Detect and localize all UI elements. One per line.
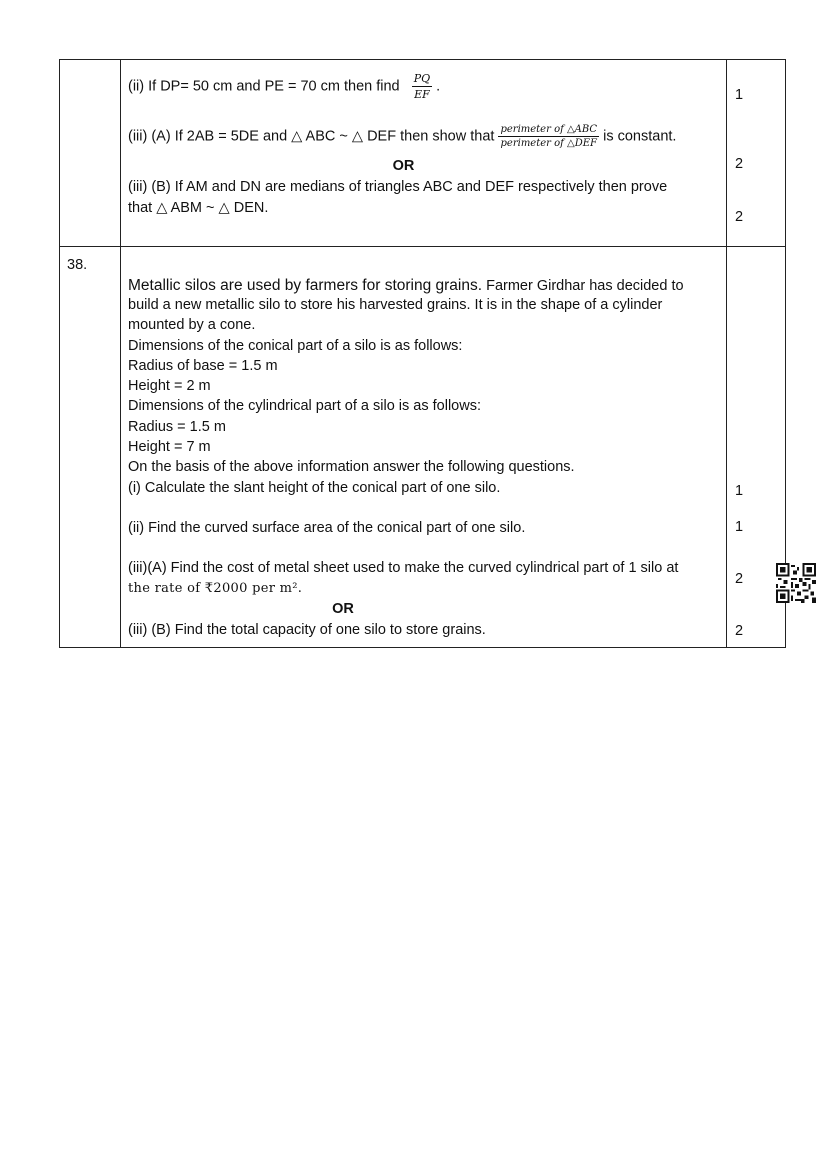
q38-line: Radius = 1.5 m — [128, 419, 226, 435]
q37-part-ii-text: (ii) If DP= 50 cm and PE = 70 cm then find — [128, 78, 400, 95]
q37-part-iii-a-end: is constant. — [603, 128, 677, 145]
q38-intro-lead: Metallic silos are used by farmers for storing grains. — [128, 277, 483, 294]
q37-part-iii-b-line1: (iii) (B) If AM and DN are medians of triangles ABC and DEF respectively then prove — [128, 179, 668, 195]
q37-part-ii — [128, 72, 440, 101]
q38-part-iii-b: (iii) (B) Find the total capacity of one silo to store grains. — [128, 622, 486, 638]
perimeter-ratio-fraction — [498, 124, 599, 149]
q38-intro — [128, 277, 684, 295]
question-text-cell — [121, 60, 727, 247]
q38-line: Dimensions of the conical part of a silo is as follows: — [128, 338, 463, 354]
question-number: 38. — [67, 257, 88, 273]
q38-line: Height = 7 m — [128, 439, 211, 455]
q38-line: mounted by a cone. — [128, 317, 256, 333]
q37-part-iii-a-text: (iii) (A) If 2AB = 5DE and △ ABC ~ △ DEF then show that — [128, 128, 495, 145]
pq-over-ef-fraction — [412, 72, 432, 101]
mark-value: 2 — [734, 209, 744, 225]
q38-line: Dimensions of the cylindrical part of a silo is as follows: — [128, 398, 481, 414]
qr-code-icon — [776, 563, 816, 603]
q38-part-ii: (ii) Find the curved surface area of the conical part of one silo. — [128, 520, 526, 536]
q38-part-iii-a-line1: (iii)(A) Find the cost of metal sheet used to make the curved cylindrical part of 1 silo at — [128, 560, 679, 576]
fraction-denominator: EF — [414, 88, 430, 101]
or-separator: OR — [332, 601, 354, 617]
q38-part-iii-a-line2: the rate of ₹2000 per m². — [128, 581, 303, 596]
mark-value: 1 — [734, 483, 744, 499]
mark-value: 1 — [734, 87, 744, 103]
question-table — [59, 59, 786, 648]
mark-value: 2 — [734, 623, 744, 639]
q38-line: On the basis of the above information answer the following questions. — [128, 459, 575, 475]
mark-value: 1 — [734, 519, 744, 535]
q38-line: Height = 2 m — [128, 378, 211, 394]
q38-line: build a new metallic silo to store his harvested grains. It is in the shape of a cylinder — [128, 297, 663, 313]
q38-intro-rest: Farmer Girdhar has decided to — [486, 278, 684, 294]
marks-cell — [727, 60, 786, 247]
q37-part-iii-b-line2: that △ ABM ~ △ DEN. — [128, 200, 269, 216]
mark-value: 2 — [734, 571, 744, 587]
question-text-cell — [121, 247, 727, 648]
table-row-q38 — [60, 247, 786, 648]
q37-part-ii-end: . — [436, 78, 441, 95]
q38-part-i: (i) Calculate the slant height of the conical part of one silo. — [128, 480, 501, 496]
mark-value: 2 — [734, 156, 744, 172]
question-number-cell — [60, 247, 121, 648]
or-separator: OR — [392, 158, 415, 174]
table-row-q37 — [60, 60, 786, 247]
fraction-denominator: perimeter of △DEF — [500, 138, 597, 149]
fraction-numerator: perimeter of △ABC — [500, 124, 598, 135]
question-number-cell — [60, 60, 121, 247]
q38-line: Radius of base = 1.5 m — [128, 358, 278, 374]
fraction-numerator: PQ — [413, 72, 431, 85]
q37-part-iii-a — [128, 124, 676, 149]
